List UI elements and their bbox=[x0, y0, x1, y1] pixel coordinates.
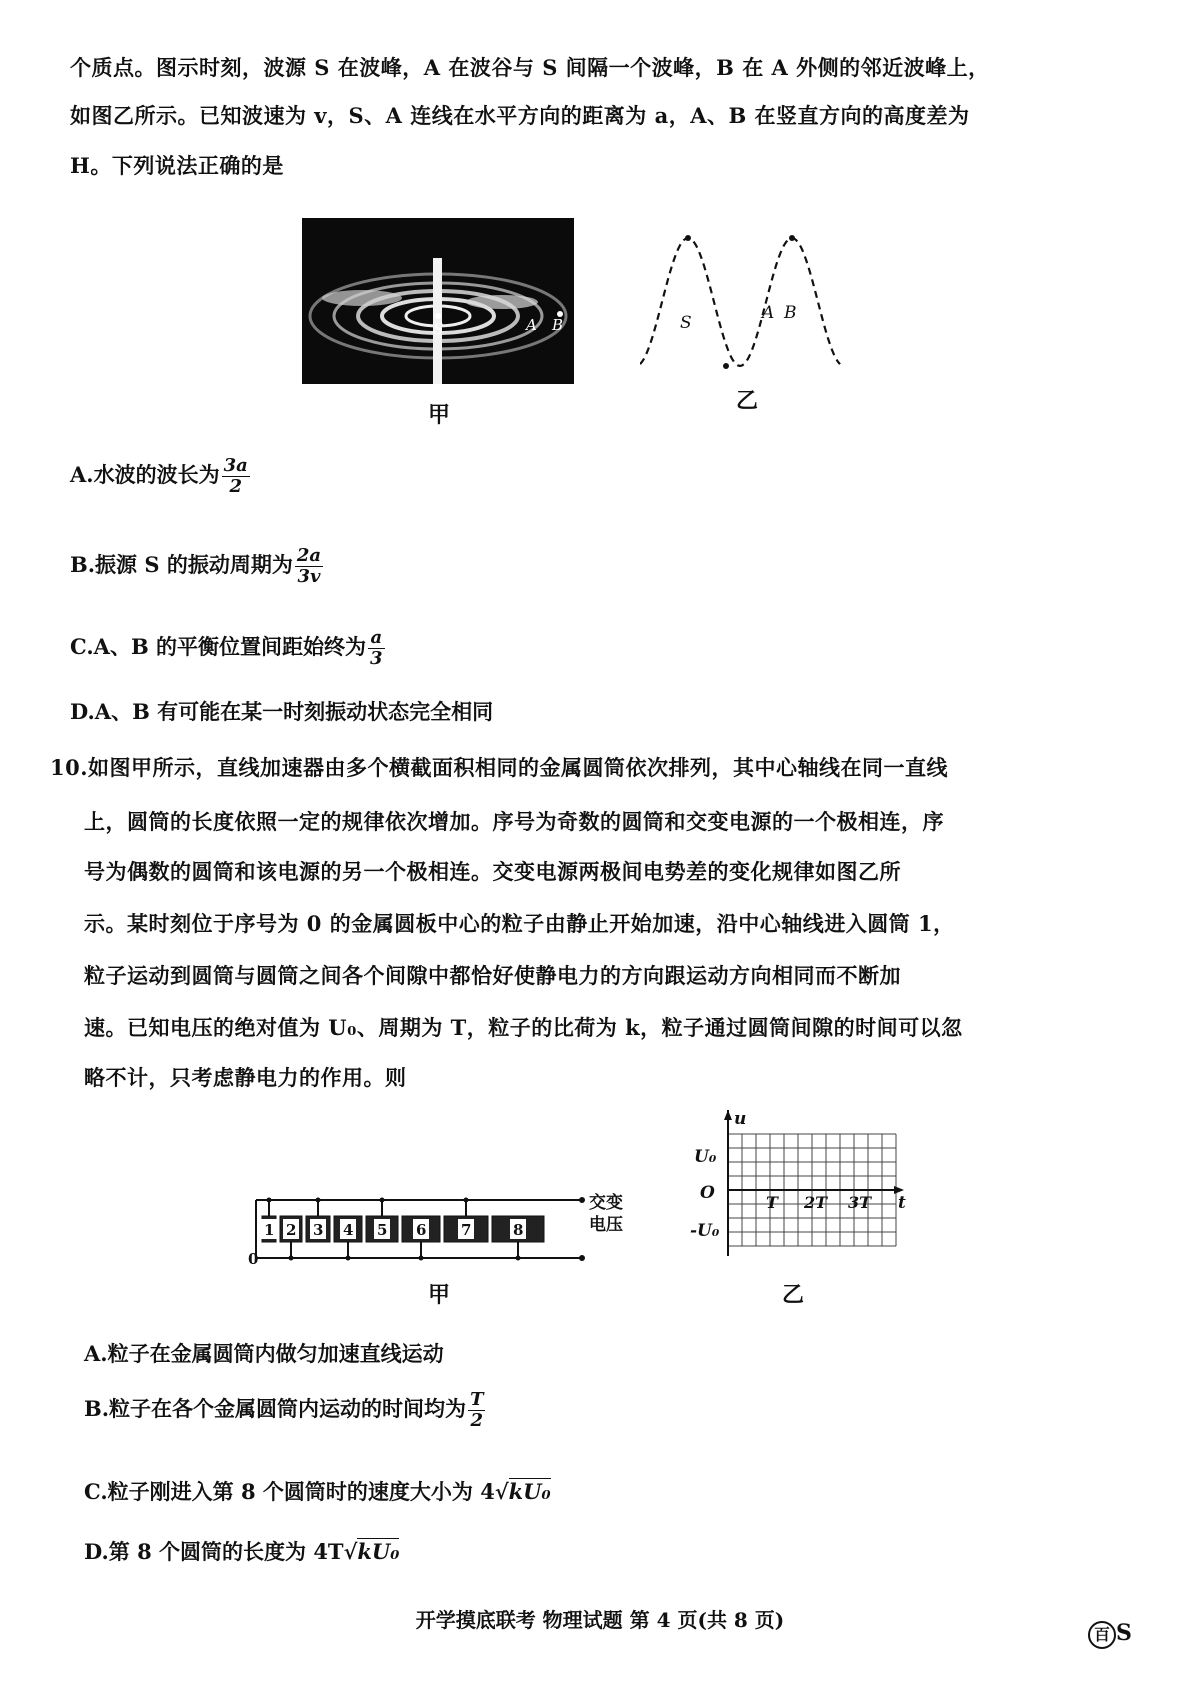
q9-option-c-text: C.A、B 的平衡位置间距始终为 bbox=[70, 633, 367, 659]
tube-number: 8 bbox=[513, 1221, 524, 1239]
junction-dot bbox=[380, 1198, 385, 1203]
junction-dot bbox=[464, 1198, 469, 1203]
photo-label-s: S bbox=[433, 320, 444, 338]
q10-option-d: D.第 8 个圆筒的长度为 4T√kU₀ bbox=[84, 1539, 400, 1564]
graph-label-u0: U₀ bbox=[694, 1147, 717, 1167]
q9-option-c-fraction bbox=[368, 628, 385, 669]
water-wave-photo bbox=[302, 218, 574, 384]
junction-dot bbox=[419, 1256, 424, 1261]
q9-option-a-denominator: 2 bbox=[229, 475, 242, 497]
q9-fig-jia-caption: 甲 bbox=[428, 402, 451, 428]
publisher-badge bbox=[1088, 1620, 1132, 1649]
junction-dot bbox=[516, 1256, 521, 1261]
q10-stem-line-3: 号为偶数的圆筒和该电源的另一个极相连。交变电源两极间电势差的变化规律如图乙所 bbox=[84, 859, 901, 884]
q10-option-c-text: C.粒子刚进入第 8 个圆筒时的速度大小为 4 bbox=[84, 1479, 495, 1504]
junction-dot bbox=[267, 1198, 272, 1203]
q9-stem-line-3: H。下列说法正确的是 bbox=[70, 153, 284, 178]
q9-option-d: D.A、B 有可能在某一时刻振动状态完全相同 bbox=[70, 699, 494, 724]
q9-option-a-fraction bbox=[222, 456, 250, 497]
q9-option-c-denominator: 3 bbox=[370, 647, 383, 669]
tube-number: 1 bbox=[264, 1221, 275, 1239]
plate-label-0: 0 bbox=[248, 1250, 259, 1268]
badge-circle-char: 百 bbox=[1088, 1621, 1116, 1649]
graph-origin: O bbox=[700, 1183, 715, 1203]
graph-axis-u: u bbox=[734, 1110, 747, 1129]
q10-stem-line-1: 10.如图甲所示，直线加速器由多个横截面积相同的金属圆筒依次排列，其中心轴线在同一直线 bbox=[50, 755, 949, 780]
q10-option-b-fraction bbox=[468, 1390, 485, 1431]
q10-option-d-radicand: kU₀ bbox=[357, 1539, 400, 1564]
q10-stem-line-7: 略不计，只考虑静电力的作用。则 bbox=[84, 1065, 407, 1090]
q10-option-c: C.粒子刚进入第 8 个圆筒时的速度大小为 4√kU₀ bbox=[84, 1479, 551, 1504]
tube-number: 6 bbox=[416, 1221, 427, 1239]
q10-stem-line-4: 示。某时刻位于序号为 0 的金属圆板中心的粒子由静止开始加速，沿中心轴线进入圆筒 1， bbox=[84, 911, 955, 936]
q9-option-b-numerator: 2a bbox=[296, 545, 322, 566]
tube-number: 5 bbox=[377, 1221, 388, 1239]
photo-label-a: A bbox=[526, 316, 537, 334]
q9-option-a-numerator: 3a bbox=[223, 455, 248, 476]
junction-dot bbox=[289, 1256, 294, 1261]
photo-label-b: B bbox=[552, 316, 564, 334]
junction-dot bbox=[346, 1256, 351, 1261]
graph-axis-t: t bbox=[898, 1193, 906, 1213]
q9-option-b-denominator: 3v bbox=[297, 565, 321, 587]
graph-tick-2t: 2T bbox=[804, 1193, 828, 1212]
q9-stem-line-1: 个质点。图示时刻，波源 S 在波峰，A 在波谷与 S 间隔一个波峰，B 在 A 外侧的邻近波峰上， bbox=[70, 55, 990, 80]
q9-option-a-text: A.水波的波长为 bbox=[70, 461, 220, 487]
wave-profile-diagram bbox=[640, 226, 850, 376]
q9-option-b bbox=[70, 546, 323, 587]
q10-option-b-numerator: T bbox=[470, 1389, 484, 1410]
q9-option-b-text: B.振源 S 的振动周期为 bbox=[70, 551, 293, 577]
tube-number: 2 bbox=[286, 1221, 297, 1239]
q10-option-d-text: D.第 8 个圆筒的长度为 4T bbox=[84, 1539, 344, 1564]
q10-fig-jia-caption: 甲 bbox=[428, 1282, 451, 1308]
wave-label-b: B bbox=[784, 303, 797, 323]
voltage-square-wave-graph bbox=[690, 1110, 920, 1260]
badge-s: S bbox=[1116, 1620, 1132, 1646]
source-label-line1: 交变 bbox=[589, 1193, 623, 1213]
linear-accelerator-diagram bbox=[244, 1188, 644, 1268]
q10-option-b-denominator: 2 bbox=[470, 1409, 484, 1431]
q10-option-c-radicand: kU₀ bbox=[508, 1479, 551, 1504]
q10-stem-line-2: 上，圆筒的长度依照一定的规律依次增加。序号为奇数的圆筒和交变电源的一个极相连，序 bbox=[84, 809, 944, 834]
wave-label-s: S bbox=[680, 313, 692, 333]
q10-fig-yi-caption: 乙 bbox=[782, 1282, 805, 1308]
q9-stem-line-2: 如图乙所示。已知波速为 v，S、A 连线在水平方向的距离为 a，A、B 在竖直方向的高度差为 bbox=[70, 103, 970, 128]
q10-option-b bbox=[84, 1390, 485, 1431]
q9-fig-yi-caption: 乙 bbox=[736, 388, 759, 414]
tube-number: 4 bbox=[343, 1221, 354, 1239]
q10-stem-line-6: 速。已知电压的绝对值为 U₀、周期为 T，粒子的比荷为 k，粒子通过圆筒间隙的时间可以忽 bbox=[84, 1015, 963, 1040]
graph-tick-3t: 3T bbox=[848, 1193, 872, 1212]
graph-label-neg-u0: -U₀ bbox=[690, 1221, 720, 1241]
source-label-line2: 电压 bbox=[589, 1215, 623, 1235]
q9-option-c bbox=[70, 628, 385, 669]
q9-option-a bbox=[70, 456, 250, 497]
q10-stem-line-5: 粒子运动到圆筒与圆筒之间各个间隙中都恰好使静电力的方向跟运动方向相同而不断加 bbox=[84, 963, 901, 988]
q10-option-a: A.粒子在金属圆筒内做匀加速直线运动 bbox=[84, 1341, 444, 1366]
tube-number: 3 bbox=[313, 1221, 324, 1239]
q9-option-c-numerator: a bbox=[368, 628, 385, 649]
wave-label-a: A bbox=[762, 303, 775, 323]
tube-number: 7 bbox=[461, 1221, 472, 1239]
graph-tick-t: T bbox=[766, 1193, 778, 1212]
page-footer: 开学摸底联考 物理试题 第 4 页(共 8 页) bbox=[415, 1608, 785, 1632]
q10-option-b-text: B.粒子在各个金属圆筒内运动的时间均为 bbox=[84, 1395, 467, 1421]
junction-dot bbox=[316, 1198, 321, 1203]
q9-option-b-fraction bbox=[295, 546, 323, 587]
